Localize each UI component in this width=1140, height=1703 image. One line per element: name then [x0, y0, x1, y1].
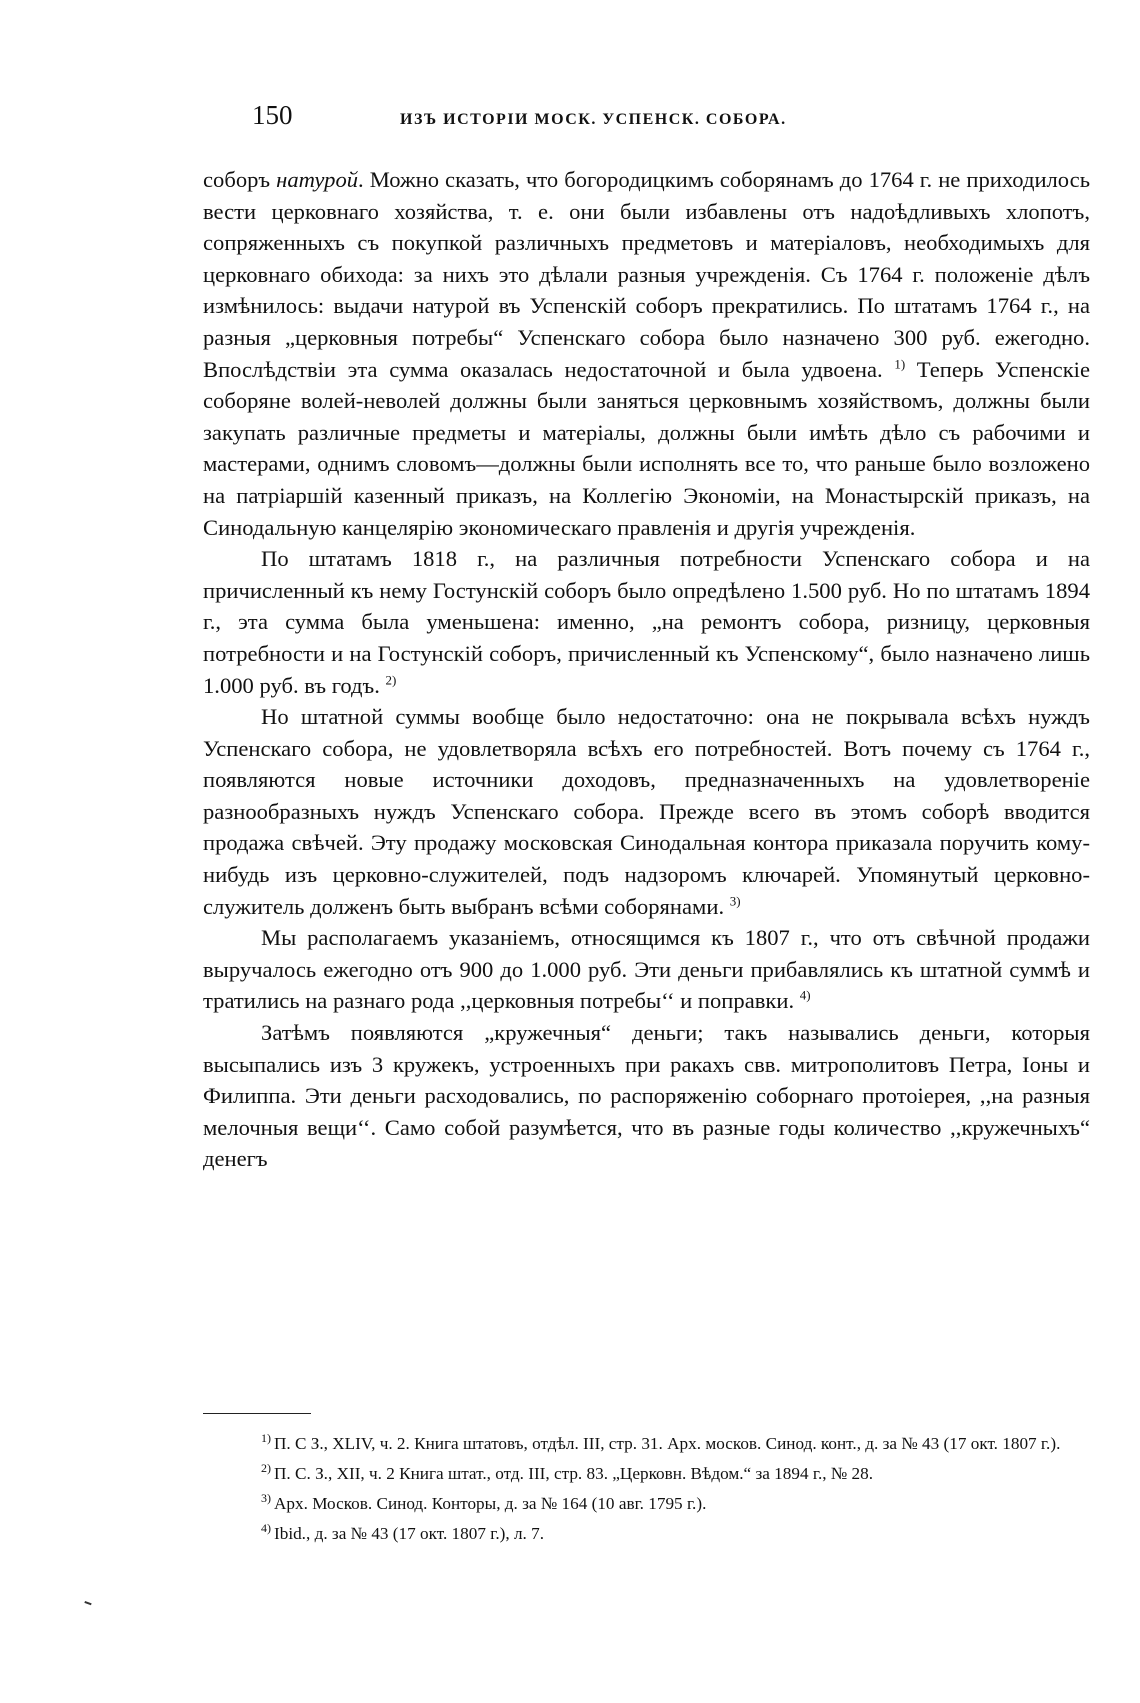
footnote-text: Арх. Москов. Синод. Конторы, д. за № 164 (10 авг. 1795 г.).	[274, 1494, 707, 1513]
scan-speck	[83, 1601, 91, 1608]
paragraph-5	[203, 1017, 1090, 1175]
footnotes	[203, 1430, 1090, 1550]
footnote-3	[203, 1490, 1090, 1518]
footnote-reference: 1)	[894, 356, 906, 372]
paragraph-text: соборъ	[203, 167, 277, 192]
footnote-mark: 1)	[261, 1431, 271, 1446]
footnote-mark: 3)	[261, 1491, 271, 1506]
paragraph-text: Мы располагаемъ указаніемъ, относящимся къ 1807 г., что отъ свѣчной продажи выручалось ежегодно отъ 900 до 1.000 руб. Эти деньги прибавлялись къ штатной суммѣ и тратились на разнаго рода ,,церковныя потребы‘‘ и поправки.	[203, 925, 1090, 1014]
paragraph-text: . Можно сказать, что богородицкимъ соборянамъ до 1764 г. не приходилось вести церковнаго хозяйства, т. е. они были избавлены отъ надоѣдливыхъ хлопотъ, сопряженныхъ съ покупкой различныхъ предметовъ и матеріаловъ, необходимыхъ для церковнаго обихода: за нихъ это дѣлали разныя учрежденія. Съ 1764 г. положеніе дѣлъ измѣнилось: выдачи натурой въ Успенскій соборъ прекратились. По штатамъ 1764 г., на разныя „церковныя потребы“ Успенскаго собора было назначено 300 руб. ежегодно. Впослѣдствіи эта сумма оказалась недостаточной и была удвоена.	[203, 167, 1091, 382]
footnote-text: Ibid., д. за № 43 (17 окт. 1807 г.), л. 7.	[274, 1524, 545, 1543]
footnote-reference: 2)	[385, 671, 397, 687]
paragraph-4	[203, 922, 1090, 1017]
footnote-mark: 2)	[261, 1461, 271, 1476]
paragraph-text: По штатамъ 1818 г., на различныя потребности Успенскаго собора и на причисленный къ нему Гостунскій соборъ было опредѣлено 1.500 руб. Но по штатамъ 1894 г., эта сумма была уменьшена: именно, „на ремонтъ собора, ризницу, церковныя потребности и на Гостунскій соборъ, причисленный къ Успенскому“, было назначено лишь 1.000 руб. въ годъ.	[203, 546, 1090, 698]
footnote-divider	[203, 1413, 311, 1414]
page-number: 150	[252, 100, 293, 130]
footnote-reference: 3)	[729, 893, 741, 909]
footnote-text: П. С. З., XII, ч. 2 Книга штат., отд. III, стр. 83. „Церковн. Вѣдом.“ за 1894 г., № 28.	[274, 1464, 874, 1483]
body-text	[203, 164, 1090, 1175]
footnote-text: П. С З., XLIV, ч. 2. Книга штатовъ, отдѣл. III, стр. 31. Арх. москов. Синод. конт., д. за № 43 (17 окт. 1807 г.).	[274, 1434, 1061, 1453]
footnote-1	[203, 1430, 1090, 1458]
paragraph-3	[203, 701, 1090, 922]
paragraph-text: Но штатной суммы вообще было недостаточно: она не покрывала всѣхъ нуждъ Успенскаго собора, не удовлетворяла всѣхъ его потребностей. Вотъ почему съ 1764 г., появляются новые источники доходовъ, предназначенныхъ на удовлетвореніе разнообразныхъ нуждъ Успенскаго собора. Прежде всего въ этомъ соборѣ вводится продажа свѣчей. Эту продажу московская Синодальная контора приказала поручить кому-нибудь изъ церковно-служителей, подъ надзоромъ ключарей. Упомянутый церковно-служитель долженъ быть выбранъ всѣми соборянами.	[203, 704, 1090, 919]
footnote-reference: 4)	[799, 987, 811, 1003]
paragraph-1	[203, 164, 1090, 543]
footnote-2	[203, 1460, 1090, 1488]
paragraph-text: Теперь Успенскіе соборяне волей-неволей должны были заняться церковнымъ хозяйствомъ, должны были закупать различные предметы и матеріалы, должны были имѣть дѣло съ рабочими и мастерами, однимъ словомъ—должны были исполнять все то, что раньше было возложено на патріаршій казенный приказъ, на Коллегію Экономіи, на Монастырскій приказъ, на Синодальную канцелярію экономическаго правленія и другія учрежденія.	[203, 356, 1090, 540]
footnote-4	[203, 1520, 1090, 1548]
footnote-mark: 4)	[261, 1521, 271, 1536]
page-header	[252, 100, 892, 140]
paragraph-2	[203, 543, 1090, 701]
paragraph-text: Затѣмъ появляются „кружечныя“ деньги; такъ назывались деньги, которыя высыпались изъ 3 кружекъ, устроенныхъ при ракахъ свв. митрополитовъ Петра, Іоны и Филиппа. Эти деньги расходовались, по распоряженію соборнаго протоіерея, ,,на разныя мелочныя вещи‘‘. Само собой разумѣется, что въ разные годы количество ,,кружечныхъ“ денегъ	[203, 1020, 1090, 1172]
italic-phrase: натурой	[276, 167, 359, 192]
running-head: ИЗЪ ИСТОРІИ МОСК. УСПЕНСК. СОБОРА.	[400, 111, 787, 128]
